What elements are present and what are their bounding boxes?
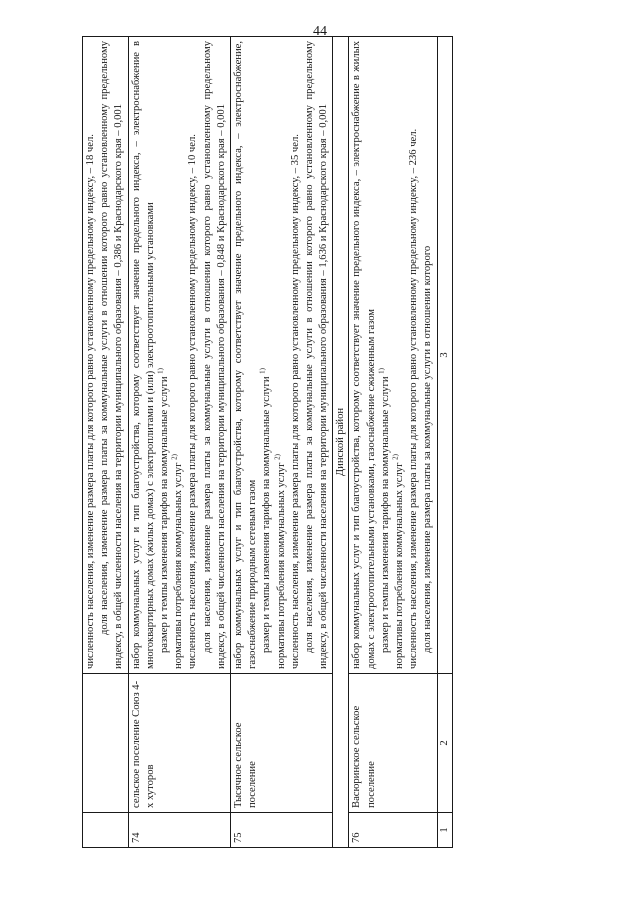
- service-set-text: набор коммунальных услуг и тип благоустройства, которому соответствует значение предельного индекса, – электроснабжение в многоквартирных домах (жилых домах) с электроплитами и (или) электроотопительными установками: [130, 41, 156, 669]
- people-count-text: численность населения, изменение размера платы для которого равно установленному предельному индексу, – 236 чел.: [408, 128, 420, 669]
- tariff-change-text: размер и темпы изменения тарифов на коммунальные услуги: [159, 376, 171, 653]
- service-set-text: набор коммунальных услуг и тип благоустройства, которому соответствует значение предельного индекса, – электроснабжение, газоснабжение природным сетевым газом: [233, 41, 259, 669]
- municipality-name: сельское поселение Союз 4-х хуторов: [128, 674, 230, 813]
- population-share-text: доля населения, изменение размера платы за коммунальные услуги в отношении которого равно установленному предельному индексу, в общей численности населения на территории муниципального образования – 0,848 и Краснодарского края – 0,001: [201, 41, 227, 669]
- tariff-change-text: размер и темпы изменения тарифов на коммунальные услуги: [261, 376, 273, 653]
- page-number: 44: [313, 24, 327, 39]
- row-number: 74: [128, 813, 230, 848]
- municipality-name: Тысячное сельское поселение: [231, 674, 333, 813]
- tariff-change-text: размер и темпы изменения тарифов на коммунальные услуги: [379, 376, 391, 653]
- table-row-74: [128, 37, 230, 848]
- tariff-table: [82, 36, 453, 848]
- municipality-name: Васюринское сельское поселение: [349, 674, 437, 813]
- row-number: 76: [349, 813, 437, 848]
- footnote-mark: 1): [377, 368, 386, 374]
- column-number: 2: [437, 674, 452, 813]
- rotated-table-container: [82, 36, 584, 848]
- municipality-cell: [83, 674, 129, 813]
- population-share-text: доля населения, изменение размера платы за коммунальные услуги в отношении которого равно установленному предельному индексу, в общей численности населения на территории муниципального образования – 0,386 и Краснодарского края – 0,001: [99, 41, 125, 669]
- consumption-norms-line: [393, 41, 407, 669]
- consumption-norms-line: [275, 41, 289, 669]
- population-share-text: доля населения, изменение размера платы за коммунальные услуги в отношении которого равно установленному предельному индексу, в общей численности населения на территории муниципального образования – 1,636 и Краснодарского края – 0,001: [304, 41, 330, 669]
- footnote-mark: 2): [273, 454, 282, 460]
- district-header-row: [333, 37, 349, 848]
- population-share-text: доля населения, изменение размера платы за коммунальные услуги в отношении которого: [422, 245, 434, 653]
- tariff-change-line: [379, 41, 393, 669]
- footnote-mark: 1): [156, 368, 165, 374]
- description-cell: [231, 37, 333, 674]
- people-count-text: численность населения, изменение размера платы для которого равно установленному предельному индексу, – 18 чел.: [85, 134, 96, 669]
- footnote-mark: 1): [258, 368, 267, 374]
- table-row-continuation: [83, 37, 129, 848]
- tariff-change-line: [260, 41, 274, 669]
- footnote-mark: 2): [170, 454, 179, 460]
- footnote-mark: 2): [391, 454, 400, 460]
- description-cell: [349, 37, 437, 674]
- row-number: 75: [231, 813, 333, 848]
- description-cell: [83, 37, 129, 674]
- service-set-text: набор коммунальных услуг и тип благоустройства, которому соответствует значение предельного индекса, – электроснабжение в жилых домах с электроотопительными установками, газоснабжение сжиженным газом: [351, 41, 377, 669]
- table-row-76: [349, 37, 437, 848]
- district-name: Динской район: [333, 37, 349, 848]
- table-row-75: [231, 37, 333, 848]
- column-number: 3: [437, 37, 452, 674]
- people-count-text: численность населения, изменение размера платы для которого равно установленному предельному индексу, – 35 чел.: [289, 134, 301, 669]
- column-number-row: [437, 37, 452, 848]
- column-number: 1: [437, 813, 452, 848]
- consumption-norms-text: нормативы потребления коммунальных услуг: [394, 462, 406, 669]
- tariff-change-line: [158, 41, 172, 669]
- people-count-text: численность населения, изменение размера платы для которого равно установленному предельному индексу, – 10 чел.: [187, 134, 199, 669]
- description-cell: [128, 37, 230, 674]
- consumption-norms-text: нормативы потребления коммунальных услуг: [173, 462, 185, 669]
- row-number-cell: [83, 813, 129, 848]
- consumption-norms-text: нормативы потребления коммунальных услуг: [275, 462, 287, 669]
- consumption-norms-line: [172, 41, 186, 669]
